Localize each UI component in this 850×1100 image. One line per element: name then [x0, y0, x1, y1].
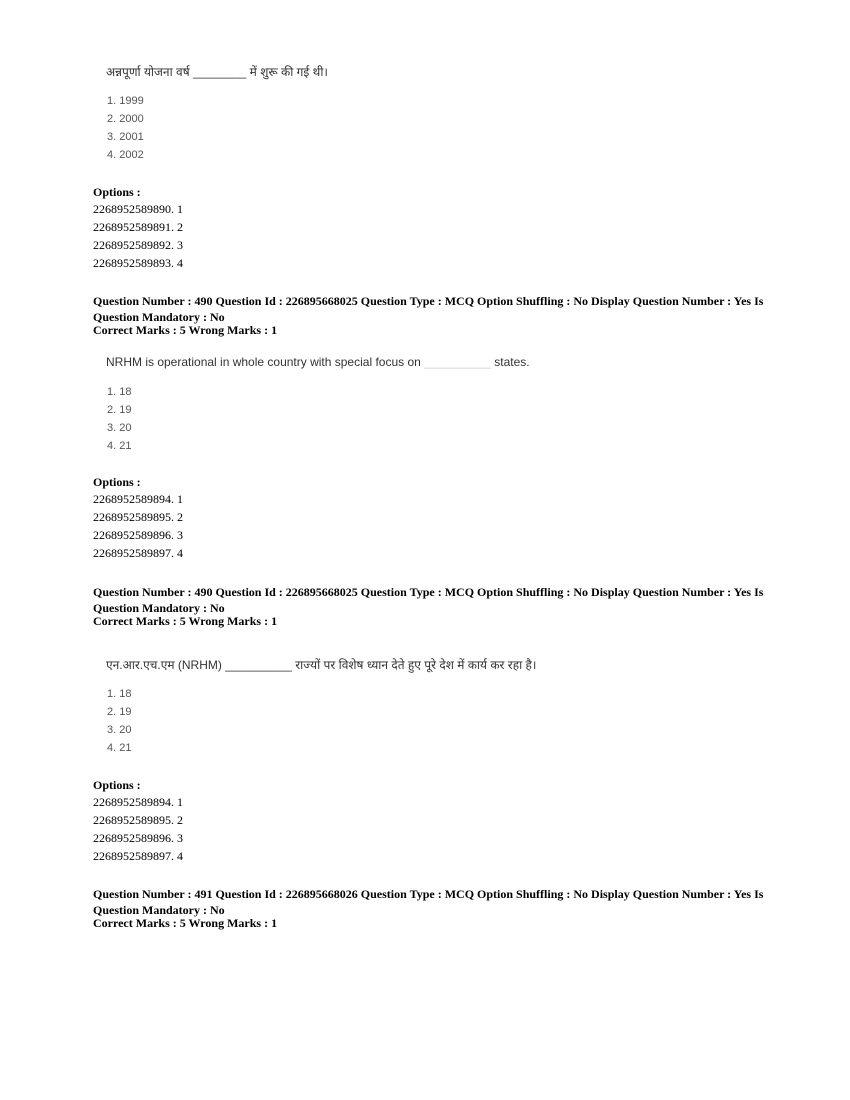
option-id: 2268952589897. 4 [93, 546, 183, 560]
answer-choice: 1. 18 [107, 688, 132, 700]
question-text-part: states. [494, 355, 530, 369]
option-id: 2268952589891. 2 [93, 220, 183, 234]
answer-choice: 2. 19 [107, 404, 132, 416]
answer-choice: 3. 20 [107, 422, 132, 434]
answer-choices-list [107, 383, 131, 455]
question-mandatory: Question Mandatory : No [93, 601, 225, 615]
question-mandatory: Question Mandatory : No [93, 903, 225, 917]
option-id: 2268952589894. 1 [93, 492, 183, 506]
option-id: 2268952589893. 4 [93, 256, 183, 270]
answer-choice: 2. 2000 [107, 113, 144, 125]
options-label: Options : [93, 778, 141, 792]
answer-choice: 4. 21 [107, 440, 132, 452]
question-meta-line: Question Number : 490 Question Id : 226895668025 Question Type : MCQ Option Shuffling : No Display Question Number : Yes Is [93, 294, 764, 308]
options-list [93, 793, 183, 865]
answer-choices-list [107, 92, 144, 164]
options-label: Options : [93, 185, 141, 199]
question-meta [93, 584, 773, 616]
option-id: 2268952589894. 1 [93, 795, 183, 809]
option-id: 2268952589895. 2 [93, 510, 183, 524]
question-marks: Correct Marks : 5 Wrong Marks : 1 [93, 916, 278, 930]
question-meta-line: Question Number : 490 Question Id : 226895668025 Question Type : MCQ Option Shuffling : No Display Question Number : Yes Is [93, 585, 764, 599]
answer-choice: 4. 2002 [107, 149, 144, 161]
question-meta-line: Question Number : 491 Question Id : 226895668026 Question Type : MCQ Option Shuffling : No Display Question Number : Yes Is [93, 887, 764, 901]
answer-choice: 3. 20 [107, 724, 132, 736]
question-mandatory: Question Mandatory : No [93, 310, 225, 324]
question-meta [93, 293, 773, 325]
option-id: 2268952589895. 2 [93, 813, 183, 827]
answer-choice: 3. 2001 [107, 131, 144, 143]
answer-choice: 1. 18 [107, 386, 132, 398]
answer-choice: 4. 21 [107, 742, 132, 754]
question-marks: Correct Marks : 5 Wrong Marks : 1 [93, 323, 278, 337]
options-list [93, 490, 183, 562]
options-list [93, 200, 183, 272]
options-label: Options : [93, 475, 141, 489]
option-id: 2268952589896. 3 [93, 831, 183, 845]
question-text-hindi-nrhm: एन.आर.एच.एम (NRHM) __________ राज्यों पर विशेष ध्यान देते हुए पूरे देश में कार्य कर रहा है। [106, 658, 537, 672]
question-blank: __________ [424, 355, 491, 369]
question-marks: Correct Marks : 5 Wrong Marks : 1 [93, 614, 278, 628]
question-text-part: NRHM is operational in whole country with special focus on [106, 355, 421, 369]
option-id: 2268952589890. 1 [93, 202, 183, 216]
option-id: 2268952589892. 3 [93, 238, 183, 252]
answer-choices-list [107, 685, 131, 757]
answer-choice: 1. 1999 [107, 95, 144, 107]
question-text-hindi-annapurna: अन्नपूर्णा योजना वर्ष ________ में शुरू की गई थी। [106, 65, 328, 79]
option-id: 2268952589896. 3 [93, 528, 183, 542]
question-text-english-nrhm [106, 355, 530, 369]
answer-choice: 2. 19 [107, 706, 132, 718]
option-id: 2268952589897. 4 [93, 849, 183, 863]
question-meta [93, 886, 773, 918]
